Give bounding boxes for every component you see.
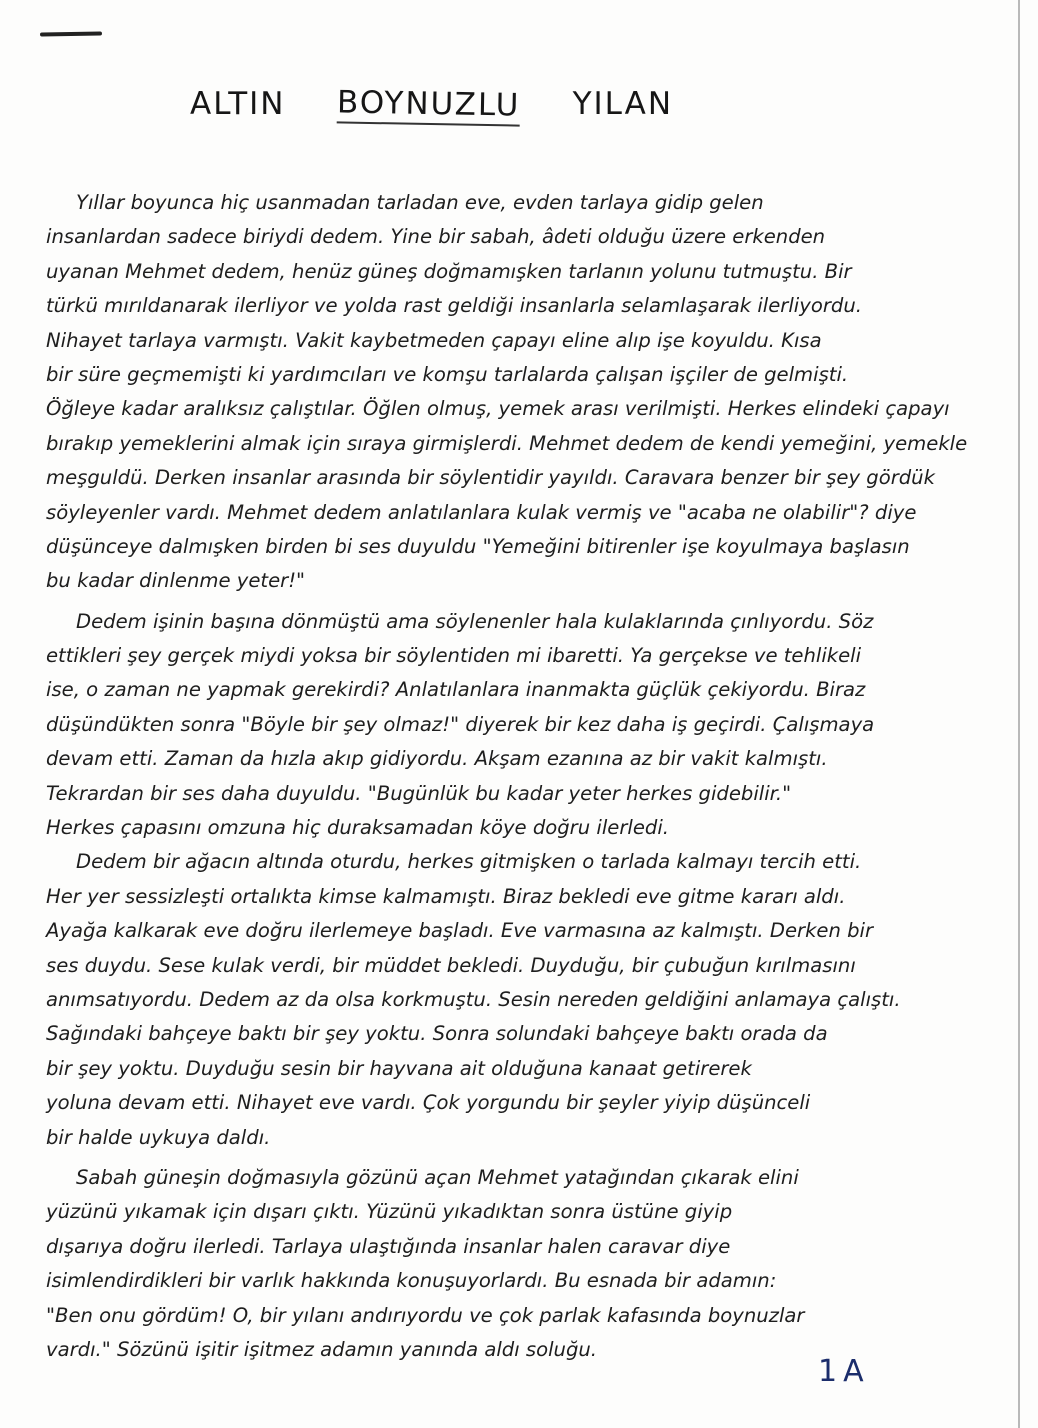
text-line: düşündükten sonra "Böyle bir şey olmaz!" diyerek bir kez daha iş geçirdi. Çalışmaya	[46, 712, 875, 736]
title-word: BOYNUZLU	[337, 84, 521, 126]
page-number: 1A	[818, 1354, 870, 1389]
title-word: ALTIN	[190, 86, 286, 122]
text-line: devam etti. Zaman da hızla akıp gidiyordu. Akşam ezanına az bir vakit kalmıştı.	[46, 747, 828, 771]
text-line: Öğleye kadar aralıksız çalıştılar. Öğlen olmuş, yemek arası verilmişti. Herkes elindeki çapayı	[46, 397, 950, 421]
text-line: meşguldü. Derken insanlar arasında bir söylentidir yayıldı. Caravara benzer bir şey gördük	[46, 466, 935, 490]
text-line: Ayağa kalkarak eve doğru ilerlemeye başladı. Eve varmasına az kalmıştı. Derken bir	[46, 919, 874, 943]
text-line: Dedem işinin başına dönmüştü ama söylenenler hala kulaklarında çınlıyordu. Söz	[76, 609, 874, 633]
text-line: ses duydu. Sese kulak verdi, bir müddet bekledi. Duyduğu, bir çubuğun kırılmasını	[46, 953, 856, 977]
text-line: Herkes çapasını omzuna hiç duraksamadan köye doğru ilerledi.	[46, 816, 669, 840]
text-line: Dedem bir ağacın altında oturdu, herkes gitmişken o tarlada kalmayı tercih etti.	[76, 850, 862, 874]
text-line: düşünceye dalmışken birden bi ses duyuldu "Yemeğini bitirenler işe koyulmaya başlasın	[46, 534, 910, 558]
text-line: Her yer sessizleşti ortalıkta kimse kalmamıştı. Biraz bekledi eve gitme kararı aldı.	[46, 884, 846, 908]
text-line: Sabah güneşin doğmasıyla gözünü açan Mehmet yatağından çıkarak elini	[76, 1165, 799, 1189]
text-line: dışarıya doğru ilerledi. Tarlaya ulaştığında insanlar halen caravar diye	[46, 1234, 731, 1258]
text-line: insanlardan sadece biriydi dedem. Yine bir sabah, âdeti olduğu üzere erkenden	[46, 225, 826, 249]
text-line: yüzünü yıkamak için dışarı çıktı. Yüzünü yıkadıktan sonra üstüne giyip	[46, 1200, 733, 1224]
text-line: Tekrardan bir ses daha duyuldu. "Bugünlük bu kadar yeter herkes gidebilir."	[46, 781, 792, 805]
text-line: ise, o zaman ne yapmak gerekirdi? Anlatılanlara inanmakta güçlük çekiyordu. Biraz	[46, 678, 866, 702]
text-line: Yıllar boyunca hiç usanmadan tarladan eve, evden tarlaya gidip gelen	[76, 191, 764, 214]
text-line: uyanan Mehmet dedem, henüz güneş doğmamışken tarlanın yolunu tutmuştu. Bir	[46, 259, 852, 283]
title-word: YILAN	[572, 86, 674, 122]
text-line: bir halde uykuya daldı.	[46, 1125, 271, 1149]
text-line: bırakıp yemeklerini almak için sıraya girmişlerdi. Mehmet dedem de kendi yemeğini, yemekle	[46, 431, 968, 455]
corner-pen-mark	[40, 31, 102, 36]
text-line: bir süre geçmemişti ki yardımcıları ve komşu tarlalarda çalışan işçiler de gelmişti.	[46, 362, 849, 386]
text-line: bu kadar dinlenme yeter!"	[46, 569, 306, 593]
text-line: anımsatıyordu. Dedem az da olsa korkmuştu. Sesin nereden geldiğini anlamaya çalıştı.	[46, 987, 901, 1011]
story-title	[190, 86, 710, 125]
text-line: isimlendirdikleri bir varlık hakkında konuşuyorlardı. Bu esnada bir adamın:	[46, 1269, 777, 1293]
text-line: söyleyenler vardı. Mehmet dedem anlatılanlara kulak vermiş ve "acaba ne olabilir"? diye	[46, 500, 917, 524]
text-line: bir şey yoktu. Duyduğu sesin bir hayvana ait olduğuna kanaat getirerek	[46, 1056, 752, 1080]
text-line: türkü mırıldanarak ilerliyor ve yolda rast geldiği insanlarla selamlaşarak ilerliyordu.	[46, 294, 862, 318]
text-line: Nihayet tarlaya varmıştı. Vakit kaybetmeden çapayı eline alıp işe koyuldu. Kısa	[46, 328, 822, 352]
text-line: ettikleri şey gerçek miydi yoksa bir söylentiden mi ibaretti. Ya gerçekse ve tehlikeli	[46, 644, 862, 668]
text-line: yoluna devam etti. Nihayet eve vardı. Çok yorgundu bir şeyler yiyip düşünceli	[46, 1091, 811, 1115]
text-line: Sağındaki bahçeye baktı bir şey yoktu. Sonra solundaki bahçeye baktı orada da	[46, 1022, 828, 1046]
text-line: "Ben onu gördüm! O, bir yılanı andırıyordu ve çok parlak kafasında boynuzlar	[46, 1303, 805, 1327]
text-line: vardı." Sözünü işitir işitmez adamın yanında aldı soluğu.	[46, 1337, 598, 1361]
page-edge-shadow	[1018, 0, 1020, 1428]
story-body	[46, 186, 976, 1367]
